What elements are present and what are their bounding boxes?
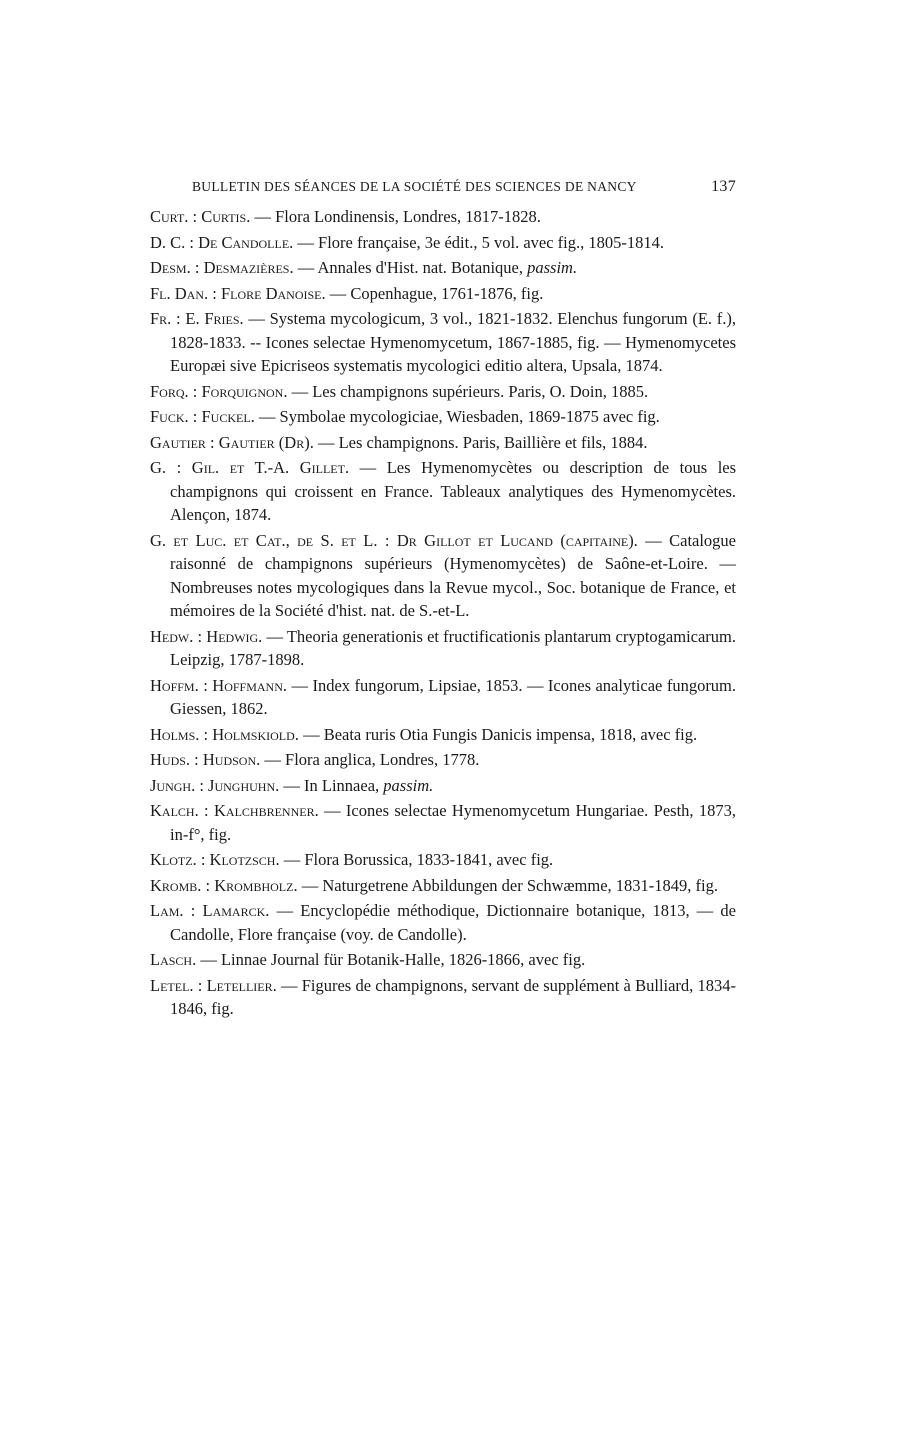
- entry-abbreviation: G. :: [150, 458, 182, 477]
- bibliography-entry: [150, 256, 736, 280]
- entry-author: Gil. et T.-A. Gillet.: [191, 458, 350, 477]
- bibliography-entry: [150, 723, 736, 747]
- entry-abbreviation: Jungh. :: [150, 775, 204, 795]
- entry-text: — Systema mycologicum, 3 vol., 1821-1832. Elenchus fungorum (E. f.), 1828-1833. -- Icones selectae Hymenomycetum, 1867-1885, fig. — Hymenomycetes Europæi sive Epicriseos systematis mycologici editio altera, Upsala, 1874.: [170, 309, 737, 375]
- entry-text: — Encyclopédie méthodique, Dictionnaire botanique, 1813, — de Candolle, Flore française (voy. de Candolle).: [170, 901, 737, 944]
- page-number: 137: [711, 178, 736, 195]
- entry-abbreviation: Klotz. :: [150, 850, 206, 869]
- entry-author: E. Fries.: [185, 309, 244, 328]
- entry-author: Dr Gillot et Lucand (capitaine).: [396, 530, 638, 550]
- entry-text: — Naturgetrene Abbildungen der Schwæmme, 1831-1849, fig.: [301, 875, 718, 895]
- entry-text: — Icones selectae Hymenomycetum Hungariae. Pesth, 1873, in-f°, fig.: [170, 801, 737, 844]
- entry-abbreviation: Holms. :: [150, 724, 209, 744]
- entry-author: Forquignon.: [201, 381, 288, 401]
- entry-author: Gautier (Dr).: [218, 432, 314, 452]
- entry-abbreviation: Gautier :: [150, 432, 215, 452]
- entry-text: — Catalogue raisonné de champignons supérieurs (Hymenomycètes) de Saône-et-Loire. — Nombreuses notes mycologiques dans la Revue mycol., Soc. botanique de France, et mémoires de la Société d'hist. nat. de S.-et-L.: [170, 530, 737, 620]
- entry-italic-text: passim.: [527, 258, 578, 277]
- entry-abbreviation: Curt. :: [150, 207, 198, 226]
- entry-abbreviation: Fr. :: [150, 309, 181, 328]
- bibliography-entry: [150, 456, 736, 527]
- bibliography-entry: [150, 948, 736, 972]
- entry-text: — Copenhague, 1761-1876, fig.: [329, 283, 544, 303]
- bibliography-entry: [150, 431, 736, 455]
- entry-text: — Flora Londinensis, Londres, 1817-1828.: [254, 207, 541, 226]
- entry-author: Krombholz.: [214, 875, 298, 895]
- entry-abbreviation: D. C. :: [150, 232, 195, 252]
- bibliography-entry: [150, 231, 736, 255]
- entry-author: Curtis.: [201, 207, 251, 226]
- entry-author: Hoffmann.: [212, 675, 288, 695]
- entry-abbreviation: Kalch. :: [150, 801, 209, 820]
- entry-text: — Symbolae mycologiciae, Wiesbaden, 1869-1875 avec fig.: [258, 407, 660, 426]
- bibliography-entry: [150, 874, 736, 898]
- entry-italic-text: passim.: [383, 775, 434, 795]
- entry-text: — Index fungorum, Lipsiae, 1853. — Icones analyticae fungorum. Giessen, 1862.: [170, 675, 737, 718]
- entry-author: Junghuhn.: [208, 775, 280, 795]
- entry-author: Hedwig.: [206, 626, 263, 646]
- entry-text: — Les Hymenomycètes ou description de tous les champignons qui croissent en France. Tableaux analytiques des Hymenomycètes. Alençon, 1874.: [170, 458, 737, 524]
- entry-text: — Linnae Journal für Botanik-Halle, 1826-1866, avec fig.: [200, 950, 586, 969]
- entry-author: Klotzsch.: [209, 850, 280, 869]
- entry-author: Hudson.: [202, 750, 261, 769]
- entry-abbreviation: Letel. :: [150, 975, 203, 995]
- entry-text: — Beata ruris Otia Fungis Danicis impensa, 1818, avec fig.: [303, 724, 698, 744]
- entry-author: Flore Danoise.: [220, 283, 326, 303]
- bibliography-entry: [150, 974, 736, 1021]
- entry-author: Desmazières.: [203, 258, 294, 277]
- entry-text: — Figures de champignons, servant de supplément à Bulliard, 1834-1846, fig.: [170, 975, 737, 1018]
- entry-author: Fuckel.: [201, 407, 255, 426]
- entry-abbreviation: Hoffm. :: [150, 675, 208, 695]
- entry-abbreviation: Lam. :: [150, 901, 196, 920]
- bibliography-list: [150, 205, 736, 1023]
- entry-author: Lamarck.: [202, 901, 270, 920]
- entry-abbreviation: Kromb. :: [150, 875, 211, 895]
- bibliography-entry: [150, 674, 736, 721]
- bibliography-entry: [150, 205, 736, 229]
- entry-author: Kalchbrenner.: [214, 801, 319, 820]
- entry-abbreviation: Lasch.: [150, 950, 197, 969]
- bibliography-entry: [150, 282, 736, 306]
- page-header: [192, 178, 736, 196]
- bibliography-entry: [150, 405, 736, 429]
- entry-text: — Les champignons. Paris, Baillière et fils, 1884.: [317, 432, 648, 452]
- bibliography-entry: [150, 625, 736, 672]
- entry-text: — In Linnaea,: [283, 775, 380, 795]
- entry-abbreviation: Desm. :: [150, 258, 200, 277]
- bibliography-entry: [150, 848, 736, 872]
- entry-abbreviation: Hedw. :: [150, 626, 203, 646]
- bibliography-entry: [150, 529, 736, 623]
- entry-author: Letellier.: [206, 975, 277, 995]
- entry-abbreviation: Huds. :: [150, 750, 199, 769]
- entry-abbreviation: G. et Luc. et Cat., de S. et L. :: [150, 530, 390, 550]
- entry-text: — Flora anglica, Londres, 1778.: [264, 750, 480, 769]
- bibliography-entry: [150, 799, 736, 846]
- entry-text: — Flora Borussica, 1833-1841, avec fig.: [283, 850, 554, 869]
- bibliography-entry: [150, 380, 736, 404]
- entry-text: — Les champignons supérieurs. Paris, O. Doin, 1885.: [291, 381, 649, 401]
- bibliography-entry: [150, 899, 736, 946]
- entry-text: — Flore française, 3e édit., 5 vol. avec fig., 1805-1814.: [297, 232, 664, 252]
- entry-author: Holmskiold.: [212, 724, 299, 744]
- bibliography-entry: [150, 748, 736, 772]
- bibliography-entry: [150, 774, 736, 798]
- entry-author: De Candolle.: [198, 232, 294, 252]
- entry-abbreviation: Fuck. :: [150, 407, 198, 426]
- running-title: BULLETIN DES SÉANCES DE LA SOCIÉTÉ DES SCIENCES DE NANCY: [192, 179, 637, 194]
- entry-abbreviation: Fl. Dan. :: [150, 283, 217, 303]
- entry-abbreviation: Forq. :: [150, 381, 198, 401]
- bibliography-entry: [150, 307, 736, 378]
- entry-text: — Theoria generationis et fructificationis plantarum cryptogamicarum. Leipzig, 1787-1898.: [170, 626, 737, 669]
- entry-text: — Annales d'Hist. nat. Botanique,: [297, 258, 523, 277]
